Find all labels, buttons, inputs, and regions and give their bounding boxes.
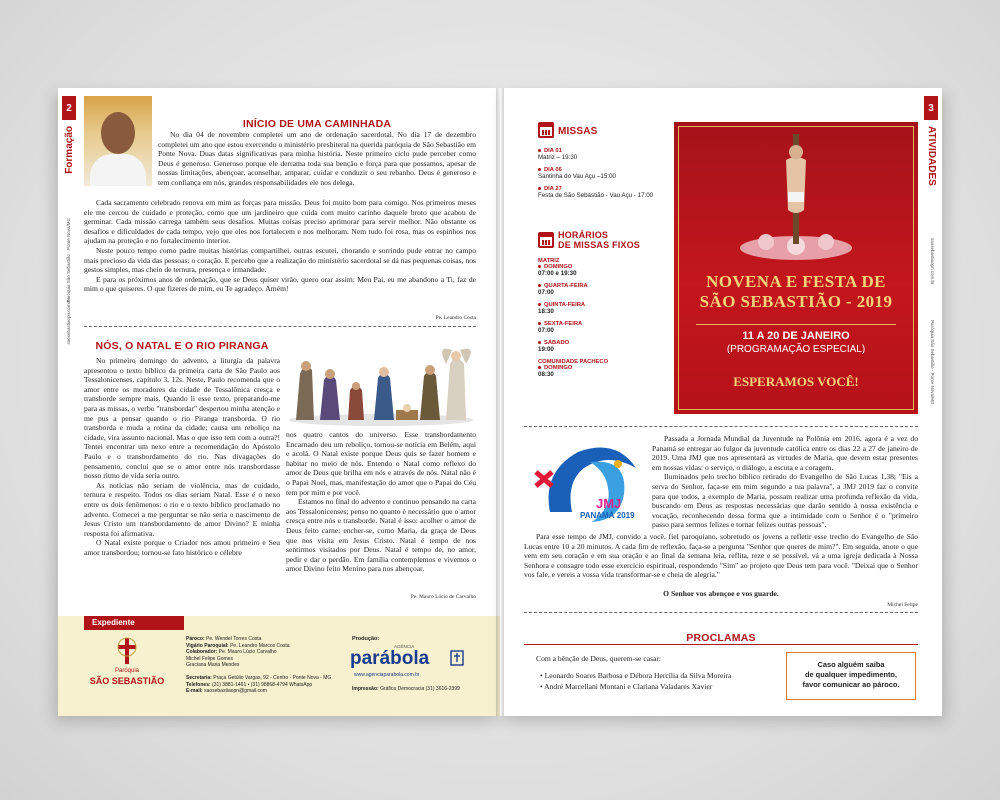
- print-line: Impressão: Gráfica Democracia (31) 3616-2399: [352, 686, 460, 692]
- credit-line: Colaborador: Pe. Mauro Lúcio Carvalho: [186, 649, 277, 656]
- day: QUARTA-FEIRA: [544, 283, 588, 289]
- production-label: Produção:: [352, 636, 380, 642]
- jmj-text-top: Passada a Jornada Mundial da Juventude na Polônia em 2016, agora é a vez do Panamá se entregar ao fulgor da juventude católica entre os dias 22 a 27 de janeiro de 2019. Uma JMJ que nos apresentará as virtudes de Maria, que devem estar presentes em nossas vidas: o serviço, o diálogo, a escuta e a coragem. Iluminados pelo trecho bíblico retirado do Evangelho de São Lucas 1,38; "Eis a serva do Senhor, faça-se em mim segundo a tua palavra", a JMJ 2019 faz o convite para que todos, a exemplo de Maria, possam realizar uma profunda reflexão da vida, buscando em Deus as respostas necessárias que darão sentido à nossa existência e vocação, reconhecendo dessa forma que a intimidade com o Senhor é o "primeiro passo para sermos felizes e tornar felizes outras pessoas".: [652, 434, 918, 530]
- side-info: Paróquia São Sebastião - Ponte Nova/MG: [66, 218, 71, 303]
- left-page: [58, 88, 500, 716]
- agency-small: AGÊNCIA: [394, 644, 415, 649]
- day: DOMINGO: [544, 264, 573, 270]
- missa-date: DIA 06: [538, 167, 670, 173]
- address-line: Secretaria: Praça Getúlio Vargas, 92 - Centro - Ponte Nova - MG: [186, 674, 332, 681]
- credit-line: Vigário Paroquial: Pe. Leandro Marcos Costa: [186, 642, 290, 649]
- time: 08:30: [538, 371, 554, 378]
- missa-date: DIA 01: [538, 148, 670, 154]
- horarios-title: HORÁRIOS DE MISSAS FIXOS: [558, 230, 641, 250]
- nativity-figures: [286, 334, 476, 426]
- matriz-label: MATRIZ: [538, 258, 560, 264]
- horarios-list: [538, 258, 670, 378]
- address-line: E-mail: saosebastiaopn@gmail.com: [186, 688, 267, 695]
- saint-statue-icon: [736, 130, 856, 260]
- blessing: O Senhor vos abençoe e vos guarde.: [663, 589, 779, 598]
- article-column-2: nos quatro cantos do universo. Esse transbordamento Encarnado deu um reboliço, tornou-se notícia em Belém, aqui e acolá. O Natal existe porque Deus quis se fazer homem e habitar no meio de nós. Entendo o Natal como reflexo do amor de Deus que brilha em nós e através de nós. Natal não é o Papai Noel, mas, manifestação do amor que o Papai do Céu tem por mim e por você. Estamos no final do advento e continuo pensando na carta aos Tessalonicenses; penso no quanto é necessário que o amor cresça entre nós e transborde. Natal é isso: acolher o amor de Deus feito carne; encher-se, como Maria, da graça de Deus que nos visita em Jesus Cristo. Natal é tempo de nos sentirmos visitados por Deus. Natal é tempo de, no amor, pedir e dar o perdão. Em família contemplemos e vivemos o amor Divino feito Menino para nos abençoar.: [286, 430, 476, 574]
- poster-call: ESPERAMOS VOCÊ!: [733, 374, 859, 389]
- day: SÁBADO: [544, 340, 570, 346]
- missa-desc: Matriz – 19:30: [538, 154, 578, 161]
- page-number: 2: [62, 96, 76, 120]
- couples-list: [540, 670, 731, 692]
- time: 18:30: [538, 308, 554, 315]
- calendar-icon: [538, 122, 554, 138]
- list-item: • André Marcellani Montani e Clariana Valadares Xavier: [540, 682, 713, 691]
- list-item: • Leonardo Soares Barbosa e Débora Hercília da Silva Moreira: [540, 671, 732, 680]
- agency-book-icon: [450, 650, 464, 666]
- missa-desc: Festa de São Sebastião - Vau Açu - 17:00: [538, 192, 654, 199]
- article-body: Cada sacramento celebrado renova em mim as forças para missão. Deus foi muito bom para comigo. Nos primeiros meses ele me cercou de cuidado e proteção, como que um jardineiro que cuida com muito carinho daquele broto que acabou de germinar. Cada missão carrega também seus desafios. Muitas coisas preciso aprimorar para servir melhor. Não obstante os desafios e dificuldades de cada tempo, vejo que eles nos fortalecem e nos melhoram. Nem tudo foi rosa, mas os espinhos nos ajudam na proteção e no fortalecimento interior. Neste pouco tempo como padre muitas histórias compartilhei, outras escutei, chorando e sorrindo pude entrar no campo mais precioso da vida das pessoas: o coração. E percebo que a realização do ministério sacerdotal se dá nas pequenas coisas, nos gestos simples, mas cheio de ternura, presença e irmandade. E para os próximos anos de ordenação, que se Deus quiser virão, quero orar assim: Meu Pai, eu me abandono a Ti, faz de mim o que quiseres. O que fizeres de mim, eu Te agradeço. Amém!: [84, 198, 476, 294]
- credit-line: Michel Felipe Gomes: [186, 655, 233, 662]
- proclamas-intro: Com a bênção de Deus, querem-se casar:: [536, 654, 662, 663]
- credit-line: Pároco: Pe. Wendel Torres Costa: [186, 636, 262, 642]
- parish-small: Paróquia: [114, 668, 140, 674]
- author-photo: [84, 96, 152, 186]
- article-title: INÍCIO DE UMA CAMINHADA: [242, 118, 392, 130]
- expediente-tab: Expediente: [84, 616, 184, 630]
- calendar-icon: [538, 232, 554, 248]
- jmj-logo-sub: PANAMÁ 2019: [580, 511, 635, 520]
- signature: Pe. Leandro Costa: [435, 315, 476, 321]
- poster-title: NOVENA E FESTA DE SÃO SEBASTIÃO - 2019: [699, 272, 893, 311]
- section-label: Formação: [64, 126, 75, 174]
- day: DOMINGO: [544, 365, 573, 371]
- day: QUINTA-FEIRA: [544, 302, 586, 308]
- time: 07:00: [538, 327, 554, 334]
- missas-title: MISSAS: [558, 126, 598, 137]
- jmj-logo-text: JMJ: [596, 496, 622, 511]
- side-url: saosebastiaopn.com.br: [66, 298, 71, 345]
- poster-subtitle: (PROGRAMAÇÃO ESPECIAL): [726, 344, 866, 355]
- right-page: [500, 88, 942, 716]
- credits: [186, 636, 346, 695]
- side-url: saosebastiaopn.com.br: [930, 238, 935, 285]
- address-line: Telefones: (31) 3881-1461 • (31) 98868-4794 WhatsApp: [186, 681, 313, 688]
- signature: Michel Felipe: [887, 602, 918, 608]
- article-title: NÓS, O NATAL E O RIO PIRANGA: [95, 340, 269, 352]
- day: SEXTA-FEIRA: [544, 321, 583, 327]
- jmj-text-bottom: Para esse tempo de JMJ, convido a você, fiel paroquiano, sobretudo os jovens a refletir esse trecho do Evangelho de São Lucas entre 10 a 20 minutos. A cada fim de reflexão, faça-se a pergunta "Senhor que queres de mim?". Em seguida, anote o que vem em seu coração e em sua oração e ao final da semana leia, reflita, reze e se possível, vá a uma igreja dedicada à Nossa Senhora e consagre todo esse exercício espiritual, respondendo "Sim" ao projeto que Deus tem para você. "Deixai que o Senhor vos fale, e vereis a vossa vida transformar-se e cheia de alegria.": [524, 532, 918, 580]
- agency-logo: parábola: [350, 648, 430, 669]
- pacheco-label: COMUNIDADE PACHECO: [538, 359, 609, 365]
- signature: Pe. Mauro Lúcio de Carvalho: [410, 594, 476, 600]
- time: 19:00: [538, 346, 554, 353]
- credit-line: Graciana Maria Mendes: [186, 662, 240, 669]
- side-info: Paróquia São Sebastião - Ponte Nova/MG: [930, 320, 935, 405]
- impediment-notice: Caso alguém saiba de qualquer impedimento, favor comunicar ao pároco.: [786, 652, 916, 700]
- parish-name: SÃO SEBASTIÃO: [89, 676, 165, 686]
- time: 07:00: [538, 289, 554, 296]
- article-paragraph: No dia 04 de novembro completei um ano de ordenação sacerdotal. No dia 17 de dezembro completei um ano que estou exercendo o ministério presbiteral na querida paróquia de São Sebastião em Ponte Nova. Duas datas significativas para minha história. Neste primeiro ciclo pude perceber como Deus é generoso. Generoso porque ele derrama toda sua benção e força para que possamos, apesar de nossas limitações, abençoar, aconselhar, amparar, cuidar e conduzir o seu rebanho. Deus é generoso e tem confiança em nós, grandes responsabilidades ele nos delega.: [158, 130, 476, 187]
- parish-logo-icon: [114, 636, 140, 666]
- missas-list: [538, 148, 670, 199]
- article-column-1: No primeiro domingo do advento, a liturgia da palavra apresentou o texto bíblico da primeira carta de São Paulo aos Tessalonicenses, capítulo 3, 12s. Neste, Paulo recomenda que o amor entre os moradores da cidade de Tessalônica cresça e transborde sempre mais. Quando li esse texto, preparando-me para as missas, o verbo "transbordar" despertou minha atenção e me pus a pensar quando o rio Piranga transborda. O rio transborda e muda a rotina da cidade; causa um reboliço na cidade, vira assunto nacional. Mas o que isso tem com a outra?! Tentei encontrar um nexo entre a recomendação do Apóstolo Paulo e o transbordamento do rio. Nas divagações do pensamento, conclui que se o amor entre nós transbordasse nosso ritmo de vida seria outro. As notícias não seriam de violência, mas de cuidado, ternura e respeito. Todos os dias seriam Natal. Esse é o nexo entre os dois fenômenos: o rio e o texto bíblico proclamado no advento. Comecei a me perguntar se não seria o nascimento de Jesus Cristo um transbordamento de amor Divino? E minha resposta foi afirmativa. O Natal existe porque o Criador nos amou primeiro e Seu amor transbordou; tornou-se fato histórico e célebre: [84, 356, 280, 557]
- agency-url: www.agenciaparabola.com.br: [354, 672, 420, 678]
- page-number: 3: [924, 96, 938, 120]
- time: 07:00 e 19:30: [538, 270, 577, 277]
- section-label: ATIVIDADES: [926, 126, 937, 186]
- missa-date: DIA 27: [538, 186, 670, 192]
- poster-dates: 11 A 20 DE JANEIRO: [742, 330, 850, 342]
- missa-desc: Santinha do Vau Açu –15:00: [538, 173, 616, 180]
- festival-poster: [674, 122, 918, 414]
- proclamas-title: PROCLAMAS: [686, 632, 756, 644]
- spine-shadow: [496, 88, 504, 716]
